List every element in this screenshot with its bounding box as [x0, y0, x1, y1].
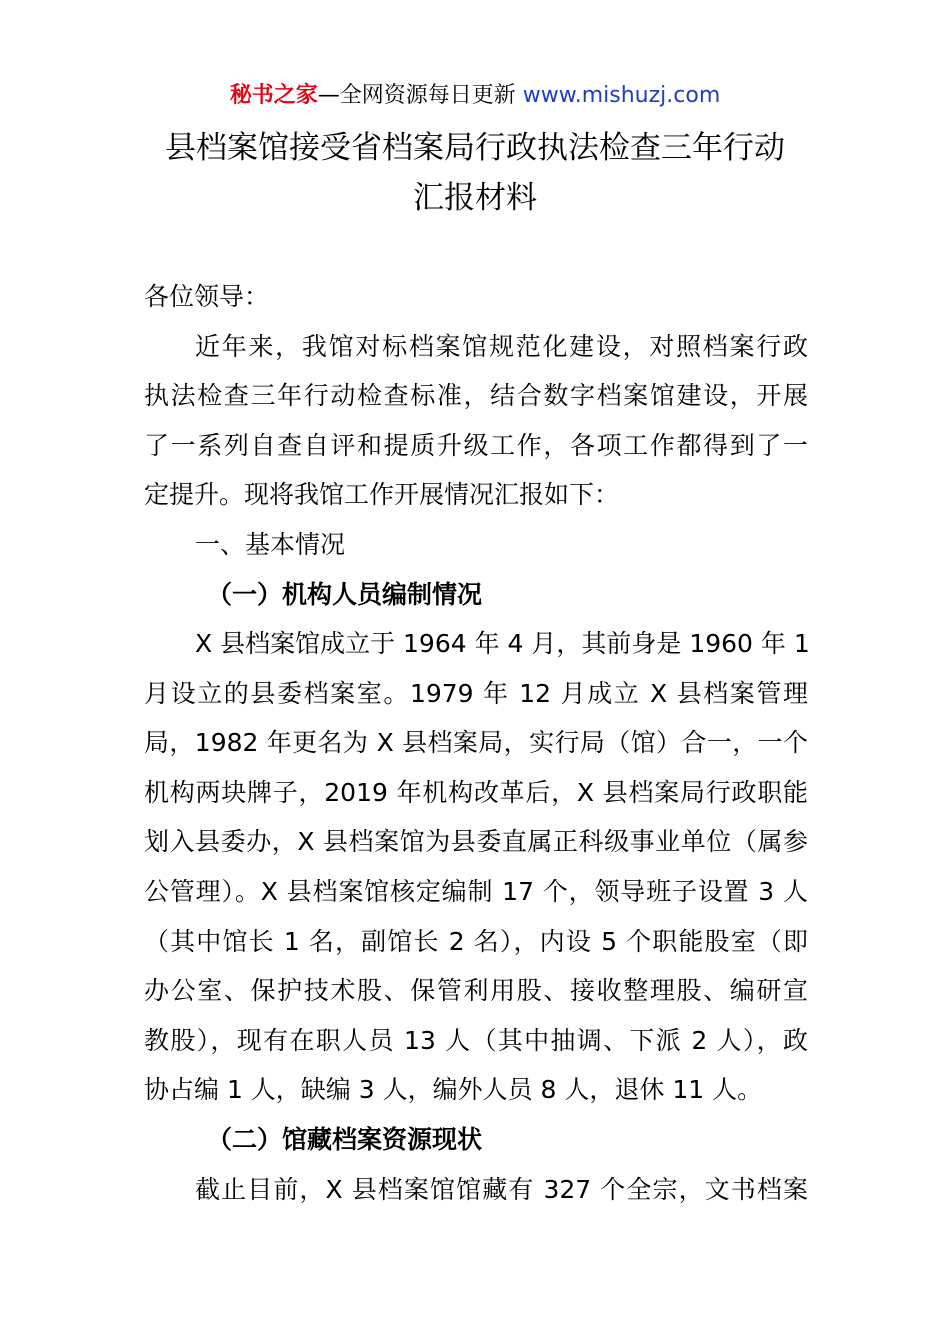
- site-header: [0, 80, 950, 112]
- salutation: 各位领导：: [144, 282, 270, 311]
- paragraph-line: 协占编 1 人，缺编 3 人，编外人员 8 人，退休 11 人。: [144, 1075, 763, 1104]
- paragraph-line: 月设立的县委档案室。1979 年 12 月成立 X 县档案管理: [144, 679, 808, 708]
- paragraph-line: 执法检查三年行动检查标准，结合数字档案馆建设，开展: [144, 381, 808, 410]
- paragraph-line: 公管理）。X 县档案馆核定编制 17 个，领导班子设置 3 人: [144, 877, 808, 906]
- paragraph-line: X 县档案馆成立于 1964 年 4 月，其前身是 1960 年 1: [195, 629, 810, 658]
- brand-name: 秘书之家: [229, 83, 318, 108]
- paragraph-line: 了一系列自查自评和提质升级工作，各项工作都得到了一: [144, 431, 808, 460]
- paragraph-line: 定提升。现将我馆工作开展情况汇报如下：: [144, 480, 620, 509]
- paragraph-line: 截止目前，X 县档案馆馆藏有 327 个全宗，文书档案: [195, 1175, 808, 1204]
- subsection-heading: （一）机构人员编制情况: [207, 580, 483, 609]
- section-heading: 一、基本情况: [195, 530, 346, 559]
- subsection-heading: （二）馆藏档案资源现状: [207, 1125, 483, 1154]
- paragraph-line: 机构两块牌子，2019 年机构改革后，X 县档案局行政职能: [144, 778, 808, 807]
- paragraph-line: 近年来，我馆对标档案馆规范化建设，对照档案行政: [195, 332, 808, 361]
- document-title-line-1: 县档案馆接受省档案局行政执法检查三年行动: [165, 130, 785, 166]
- paragraph-line: 局，1982 年更名为 X 县档案局，实行局（馆）合一，一个: [144, 728, 808, 757]
- paragraph-line: 教股），现有在职人员 13 人（其中抽调、下派 2 人），政: [144, 1026, 808, 1055]
- document-title-line-2: 汇报材料: [413, 180, 537, 216]
- paragraph-line: 划入县委办，X 县档案馆为县委直属正科级事业单位（属参: [144, 827, 808, 856]
- paragraph-line: 办公室、保护技术股、保管利用股、接收整理股、编研宣: [144, 976, 808, 1005]
- site-url-link[interactable]: www.mishuzj.com: [522, 83, 721, 108]
- header-tagline: —全网资源每日更新: [317, 83, 523, 108]
- paragraph-line: （其中馆长 1 名，副馆长 2 名），内设 5 个职能股室（即: [144, 927, 808, 956]
